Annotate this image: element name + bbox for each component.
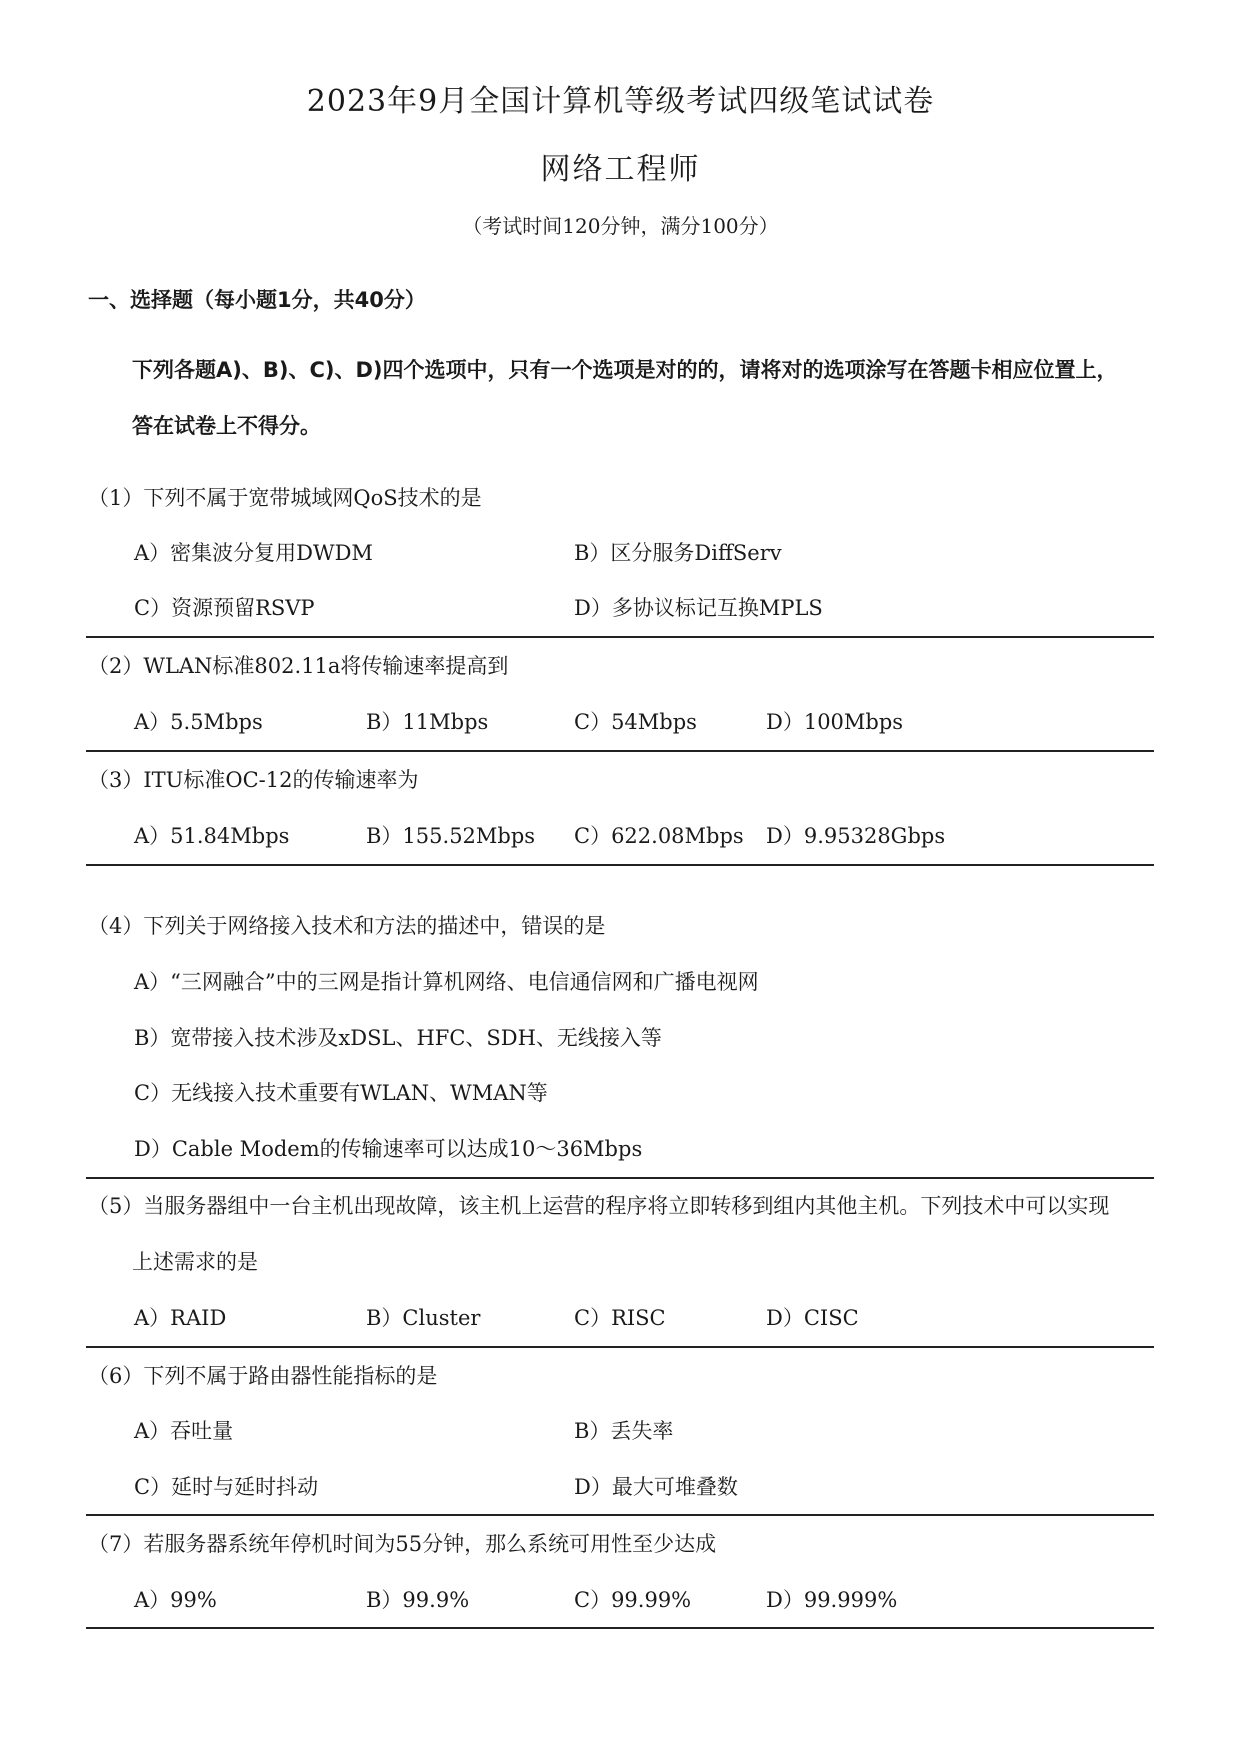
question-5-option-a: A）RAID bbox=[134, 1306, 227, 1330]
question-2-stem: （2）WLAN标准802.11a将传输速率提高到 bbox=[88, 654, 509, 678]
question-4-option-d: D）Cable Modem的传输速率可以达成10～36Mbps bbox=[134, 1137, 643, 1161]
divider-line bbox=[86, 1514, 1154, 1516]
question-3-stem: （3）ITU标准OC-12的传输速率为 bbox=[88, 768, 419, 792]
section-heading: 一、选择题（每小题1分，共40分） bbox=[88, 288, 426, 312]
question-5-stem-continued: 上述需求的是 bbox=[132, 1250, 258, 1274]
question-6-option-d: D）最大可堆叠数 bbox=[574, 1475, 738, 1499]
question-2-option-b: B）11Mbps bbox=[366, 710, 489, 734]
question-6-option-b: B）丢失率 bbox=[574, 1419, 674, 1443]
divider-line bbox=[86, 1627, 1154, 1629]
question-5-option-c: C）RISC bbox=[574, 1306, 666, 1330]
question-4-option-b: B）宽带接入技术涉及xDSL、HFC、SDH、无线接入等 bbox=[134, 1026, 662, 1050]
instructions-line-1: 下列各题A)、B)、C)、D)四个选项中，只有一个选项是对的的，请将对的选项涂写在答题卡相应位置上， bbox=[132, 358, 1118, 382]
question-6-option-a: A）吞吐量 bbox=[134, 1419, 234, 1443]
question-7-option-b: B）99.9% bbox=[366, 1588, 470, 1612]
divider-line bbox=[86, 750, 1154, 752]
instructions-line-2: 答在试卷上不得分。 bbox=[132, 414, 321, 438]
question-2-option-c: C）54Mbps bbox=[574, 710, 697, 734]
question-4-option-c: C）无线接入技术重要有WLAN、WMAN等 bbox=[134, 1081, 548, 1105]
question-7-stem: （7）若服务器系统年停机时间为55分钟，那么系统可用性至少达成 bbox=[88, 1532, 717, 1556]
question-7-option-d: D）99.999% bbox=[766, 1588, 898, 1612]
exam-title: 2023年9月全国计算机等级考试四级笔试试卷 bbox=[306, 84, 935, 119]
question-3-option-c: C）622.08Mbps bbox=[574, 824, 744, 848]
question-3-option-b: B）155.52Mbps bbox=[366, 824, 536, 848]
divider-line bbox=[86, 1177, 1154, 1179]
question-7-option-c: C）99.99% bbox=[574, 1588, 692, 1612]
question-4-option-a: A）“三网融合”中的三网是指计算机网络、电信通信网和广播电视网 bbox=[134, 970, 759, 994]
question-6-option-c: C）延时与延时抖动 bbox=[134, 1475, 319, 1499]
question-1-stem: （1）下列不属于宽带城域网QoS技术的是 bbox=[88, 486, 482, 510]
exam-time-note: （考试时间120分钟，满分100分） bbox=[462, 214, 779, 238]
divider-line bbox=[86, 864, 1154, 866]
question-1-option-b: B）区分服务DiffServ bbox=[574, 541, 782, 565]
exam-subtitle: 网络工程师 bbox=[540, 152, 701, 187]
question-1-option-a: A）密集波分复用DWDM bbox=[134, 541, 373, 565]
question-1-option-c: C）资源预留RSVP bbox=[134, 596, 315, 620]
question-2-option-a: A）5.5Mbps bbox=[134, 710, 263, 734]
question-1-option-d: D）多协议标记互换MPLS bbox=[574, 596, 823, 620]
question-7-option-a: A）99% bbox=[134, 1588, 217, 1612]
question-5-stem: （5）当服务器组中一台主机出现故障，该主机上运营的程序将立即转移到组内其他主机。下列技术中可以实现 bbox=[88, 1194, 1110, 1218]
question-2-option-d: D）100Mbps bbox=[766, 710, 904, 734]
question-4-stem: （4）下列关于网络接入技术和方法的描述中，错误的是 bbox=[88, 914, 606, 938]
question-6-stem: （6）下列不属于路由器性能指标的是 bbox=[88, 1364, 438, 1388]
divider-line bbox=[86, 1346, 1154, 1348]
question-5-option-b: B）Cluster bbox=[366, 1306, 481, 1330]
question-3-option-d: D）9.95328Gbps bbox=[766, 824, 946, 848]
divider-line bbox=[86, 636, 1154, 638]
question-5-option-d: D）CISC bbox=[766, 1306, 859, 1330]
question-3-option-a: A）51.84Mbps bbox=[134, 824, 290, 848]
